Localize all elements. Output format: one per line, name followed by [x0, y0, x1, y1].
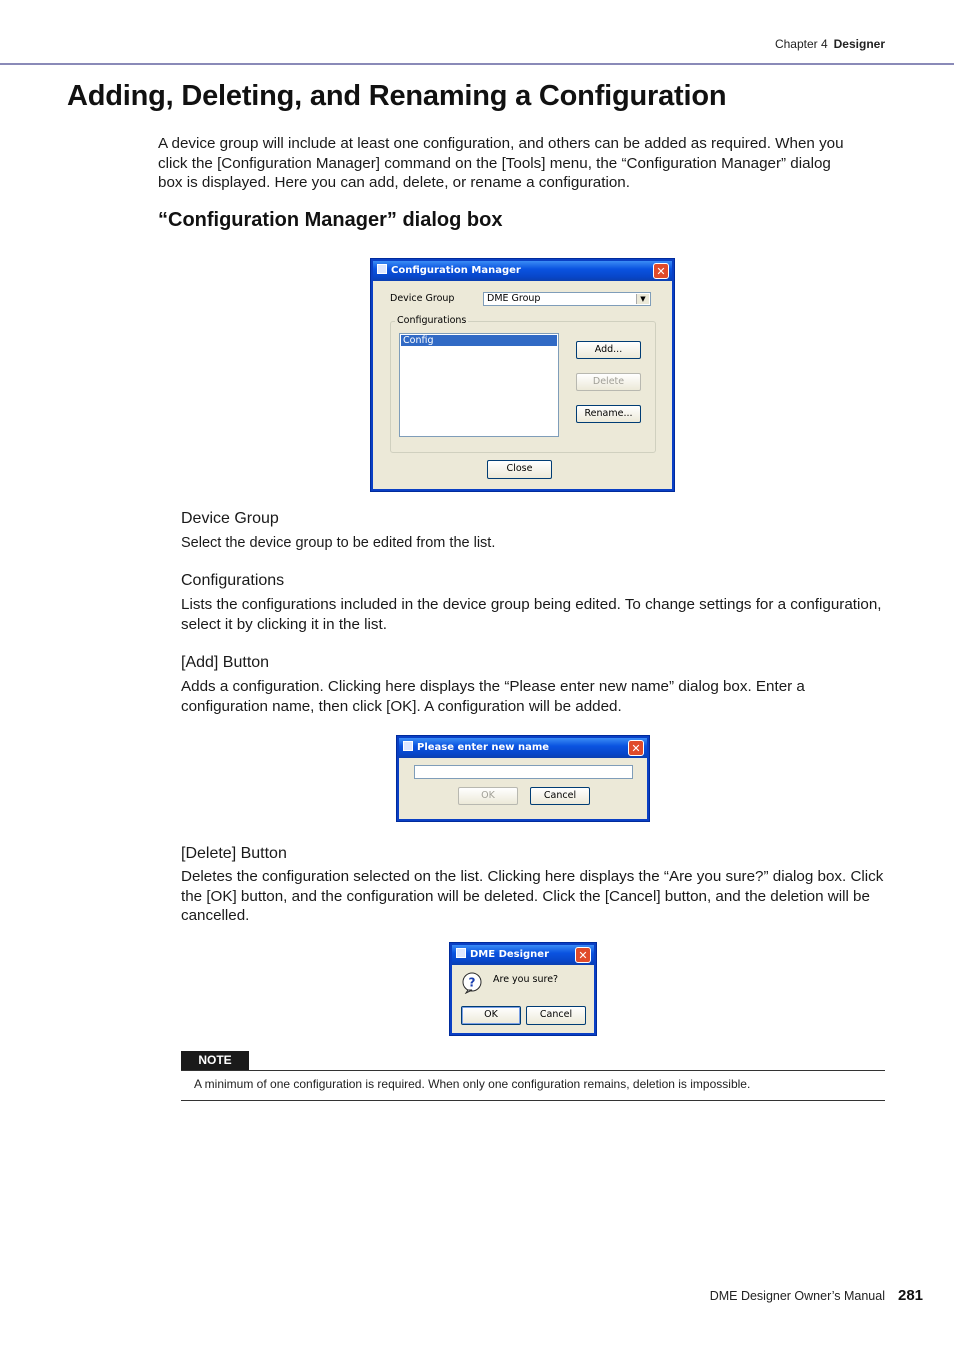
- close-button[interactable]: Close: [487, 460, 552, 479]
- delete-button[interactable]: Delete: [576, 373, 641, 391]
- svg-text:?: ?: [468, 975, 476, 990]
- note-rule-bottom: [181, 1100, 885, 1101]
- ok-button[interactable]: OK: [461, 1006, 521, 1025]
- app-icon: [377, 264, 387, 274]
- new-name-input[interactable]: [414, 765, 633, 779]
- close-icon[interactable]: ✕: [653, 263, 669, 279]
- dialog-titlebar: [399, 738, 647, 758]
- add-button[interactable]: Add...: [576, 341, 641, 359]
- note-rule-top: [181, 1070, 885, 1071]
- chapter-label: Chapter 4: [774, 37, 828, 51]
- note-text: A minimum of one configuration is required. When only one configuration remains, deletion is impossible.: [194, 1077, 751, 1091]
- question-icon: [461, 972, 483, 994]
- term-add-button: [Add] Button: [181, 654, 270, 671]
- dialog-title: Please enter new name: [417, 742, 550, 753]
- rename-button[interactable]: Rename...: [576, 405, 641, 423]
- dialog-titlebar: [452, 945, 594, 965]
- configuration-manager-dialog: [371, 259, 674, 491]
- device-group-select[interactable]: [483, 292, 651, 306]
- running-header: [775, 37, 885, 51]
- dialog-title: DME Designer: [470, 949, 550, 960]
- confirm-message: Are you sure?: [493, 974, 559, 985]
- chevron-down-icon[interactable]: ▼: [636, 294, 649, 304]
- section-label: Designer: [833, 37, 885, 51]
- footer-manual-title: DME Designer Owner’s Manual: [709, 1289, 885, 1303]
- dialog-title: Configuration Manager: [391, 265, 521, 276]
- configurations-group-label: Configurations: [397, 315, 467, 326]
- section-subheading: “Configuration Manager” dialog box: [158, 209, 503, 231]
- intro-paragraph: A device group will include at least one configuration, and others can be added as required. When you click the [Configuration Manager] command on the [Tools] menu, the “Configuration Manager” dialog box is displayed. Here you can add, delete, or rename a configuration.: [158, 135, 844, 191]
- list-item[interactable]: Config: [401, 335, 557, 346]
- desc-add-button: Adds a configuration. Clicking here displays the “Please enter new name” dialog box. Enter a configuration name, then click [OK]. A configuration will be added.: [181, 678, 805, 715]
- desc-delete-button: Deletes the configuration selected on the list. Clicking here displays the “Are you sure?” dialog box. Click the [OK] button, and the configuration will be deleted. Click the [Cancel] button, and the deletion will be cancelled.: [181, 868, 884, 924]
- ok-button[interactable]: OK: [458, 787, 518, 805]
- confirm-dialog: [450, 943, 596, 1035]
- device-group-value: DME Group: [487, 293, 541, 304]
- term-delete-button: [Delete] Button: [181, 845, 287, 862]
- new-name-dialog: [397, 736, 649, 821]
- note-badge: NOTE: [181, 1051, 249, 1070]
- app-icon: [456, 948, 466, 958]
- page-title: Adding, Deleting, and Renaming a Configuration: [67, 80, 727, 112]
- cancel-button[interactable]: Cancel: [526, 1006, 586, 1025]
- configurations-list[interactable]: [399, 333, 559, 437]
- cancel-button[interactable]: Cancel: [530, 787, 590, 805]
- term-device-group: Device Group: [181, 510, 279, 527]
- close-icon[interactable]: ✕: [575, 947, 591, 963]
- device-group-label: Device Group: [390, 293, 455, 304]
- desc-device-group: Select the device group to be edited from the list.: [181, 535, 496, 551]
- app-icon: [403, 741, 413, 751]
- close-icon[interactable]: ✕: [628, 740, 644, 756]
- page-number: 281: [898, 1287, 924, 1304]
- dialog-titlebar: [373, 261, 672, 281]
- desc-configurations: Lists the configurations included in the device group being edited. To change settings for a configuration, select it by clicking it in the list.: [181, 596, 882, 633]
- configurations-group: [390, 315, 656, 453]
- term-configurations: Configurations: [181, 572, 285, 589]
- header-rule: [0, 63, 954, 65]
